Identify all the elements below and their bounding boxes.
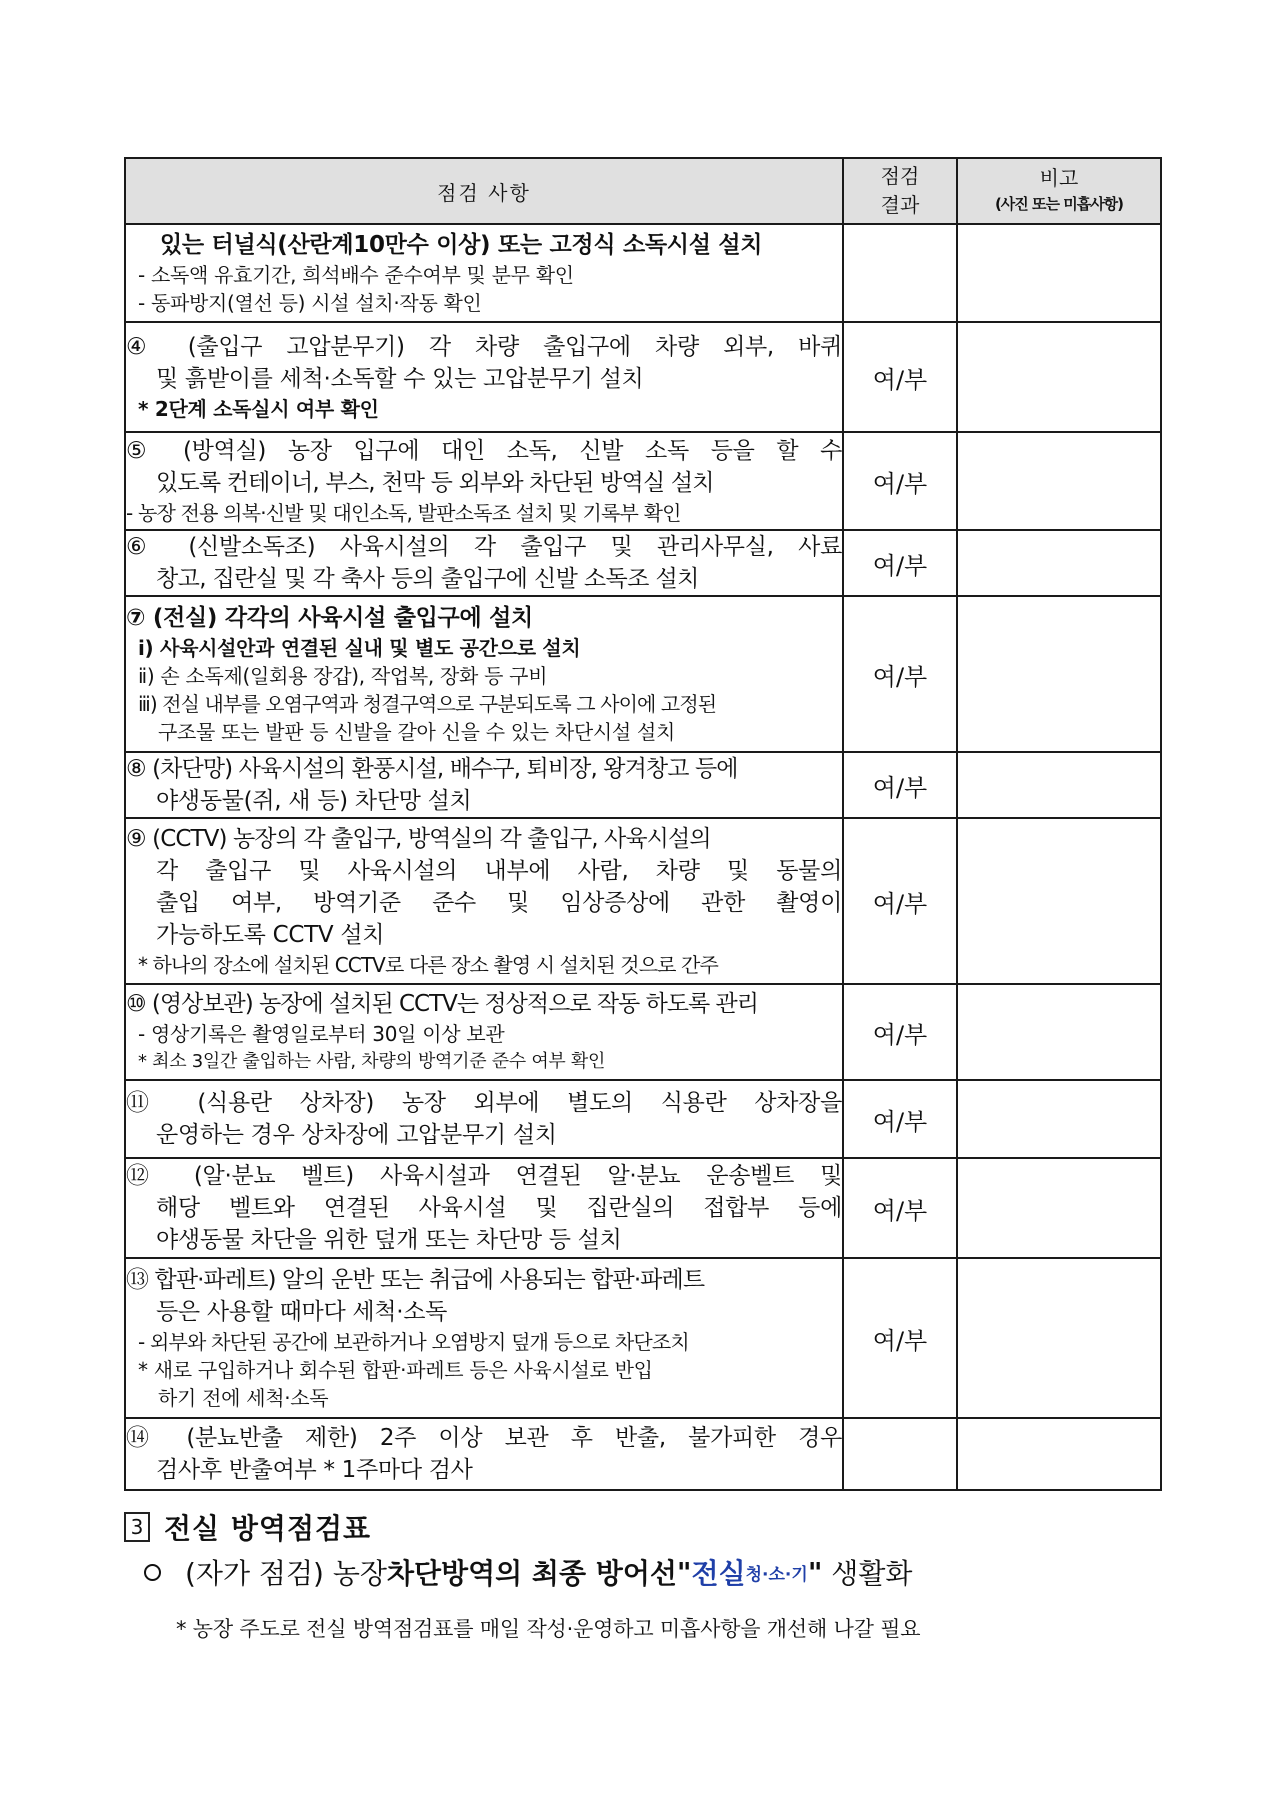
section-title: 전실 방역점검표 bbox=[164, 1512, 372, 1545]
self-check-bullet bbox=[144, 1552, 912, 1592]
item-line: ⅱ) 손 소독제(일회용 장갑), 작업복, 장화 등 구비 bbox=[138, 664, 548, 688]
table-row bbox=[125, 432, 1161, 530]
result-cell[interactable]: 여/부 bbox=[843, 818, 957, 984]
table-row bbox=[125, 984, 1161, 1080]
table-row bbox=[125, 1158, 1161, 1258]
note-cell[interactable] bbox=[957, 1258, 1161, 1418]
table-header-row bbox=[125, 158, 1161, 224]
item-line: * 하나의 장소에 설치된 CCTV로 다른 장소 촬영 시 설치된 것으로 간주 bbox=[138, 953, 718, 977]
note-cell[interactable] bbox=[957, 752, 1161, 818]
note-cell[interactable] bbox=[957, 984, 1161, 1080]
note-cell[interactable] bbox=[957, 224, 1161, 322]
item-cell bbox=[125, 818, 843, 984]
inspection-table bbox=[124, 157, 1162, 1491]
item-line: * 2단계 소독실시 여부 확인 bbox=[138, 397, 379, 421]
table-row bbox=[125, 596, 1161, 752]
bullet-quote-open: " bbox=[676, 1555, 692, 1589]
item-line: 등은 사용할 때마다 세척·소독 bbox=[156, 1299, 448, 1325]
item-line: ⑫ (알·분뇨 벨트) 사육시설과 연결된 알·분뇨 운송벨트 및 bbox=[126, 1163, 842, 1189]
item-line: 있는 터널식(산란계10만수 이상) 또는 고정식 소독시설 설치 bbox=[160, 232, 763, 258]
item-cell bbox=[125, 752, 843, 818]
item-line: 야생동물 차단을 위한 덮개 또는 차단망 등 설치 bbox=[156, 1227, 622, 1253]
header-note bbox=[957, 158, 1161, 224]
item-line: - 소독액 유효기간, 희석배수 준수여부 및 분무 확인 bbox=[138, 263, 574, 287]
item-line: ⅲ) 전실 내부를 오염구역과 청결구역으로 구분되도록 그 사이에 고정된 bbox=[138, 692, 717, 716]
header-note-line-1: 비고 bbox=[1039, 166, 1079, 190]
item-line: ⑦ (전실) 각각의 사육시설 출입구에 설치 bbox=[126, 605, 533, 631]
item-line: 각 출입구 및 사육시설의 내부에 사람, 차량 및 동물의 bbox=[156, 858, 842, 884]
item-line: * 최소 3일간 출입하는 사람, 차량의 방역기준 준수 여부 확인 bbox=[138, 1051, 606, 1072]
result-cell[interactable]: 여/부 bbox=[843, 322, 957, 432]
table-row bbox=[125, 752, 1161, 818]
item-cell bbox=[125, 984, 843, 1080]
result-cell[interactable] bbox=[843, 224, 957, 322]
section-number-box: 3 bbox=[124, 1512, 150, 1542]
table-row bbox=[125, 530, 1161, 596]
note-cell[interactable] bbox=[957, 1080, 1161, 1158]
result-cell[interactable]: 여/부 bbox=[843, 752, 957, 818]
header-note-line-2: (사진 또는 미흡사항) bbox=[994, 195, 1124, 213]
bullet-bold: 차단방역의 최종 방어선 bbox=[386, 1557, 677, 1590]
result-cell[interactable]: 여/부 bbox=[843, 1258, 957, 1418]
item-line: * 새로 구입하거나 회수된 합판·파레트 등은 사육시설로 반입 bbox=[138, 1358, 653, 1382]
note-cell[interactable] bbox=[957, 322, 1161, 432]
item-line: - 농장 전용 의복·신발 및 대인소독, 발판소독조 설치 및 기록부 확인 bbox=[126, 501, 681, 525]
bullet-prefix: (자가 점검) 농장 bbox=[185, 1557, 387, 1590]
table-row bbox=[125, 224, 1161, 322]
item-line: - 영상기록은 촬영일로부터 30일 이상 보관 bbox=[138, 1022, 505, 1046]
table-row bbox=[125, 1418, 1161, 1490]
item-line: 창고, 집란실 및 각 축사 등의 출입구에 신발 소독조 설치 bbox=[156, 566, 699, 592]
item-line: ⑤ (방역실) 농장 입구에 대인 소독, 신발 소독 등을 할 수 bbox=[126, 438, 842, 464]
item-line: - 동파방지(열선 등) 시설 설치·작동 확인 bbox=[138, 291, 482, 315]
bullet-superscript: 청·소·기 bbox=[745, 1564, 808, 1585]
item-line: 있도록 컨테이너, 부스, 천막 등 외부와 차단된 방역실 설치 bbox=[156, 470, 714, 496]
header-result-line-2: 결과 bbox=[880, 193, 920, 217]
bullet-highlight: 전실 bbox=[691, 1557, 746, 1590]
item-line: ⑬ 합판·파레트) 알의 운반 또는 취급에 사용되는 합판·파레트 bbox=[126, 1267, 705, 1293]
note-cell[interactable] bbox=[957, 596, 1161, 752]
item-line: 가능하도록 CCTV 설치 bbox=[156, 922, 385, 948]
table-row bbox=[125, 1258, 1161, 1418]
item-line: 야생동물(쥐, 새 등) 차단망 설치 bbox=[156, 788, 472, 814]
item-line: 출입 여부, 방역기준 준수 및 임상증상에 관한 촬영이 bbox=[156, 890, 842, 916]
item-line: 운영하는 경우 상차장에 고압분무기 설치 bbox=[156, 1122, 557, 1148]
item-line: ⅰ) 사육시설안과 연결된 실내 및 별도 공간으로 설치 bbox=[138, 636, 581, 660]
note-cell[interactable] bbox=[957, 1158, 1161, 1258]
result-cell[interactable]: 여/부 bbox=[843, 1080, 957, 1158]
circle-bullet-icon bbox=[144, 1564, 161, 1581]
section-3-heading bbox=[124, 1507, 371, 1547]
result-cell[interactable] bbox=[843, 1418, 957, 1490]
item-line: 해당 벨트와 연결된 사육시설 및 집란실의 접합부 등에 bbox=[156, 1195, 842, 1221]
item-line: ⑪ (식용란 상차장) 농장 외부에 별도의 식용란 상차장을 bbox=[126, 1090, 842, 1116]
result-cell[interactable]: 여/부 bbox=[843, 530, 957, 596]
note-cell[interactable] bbox=[957, 432, 1161, 530]
item-cell bbox=[125, 596, 843, 752]
item-cell bbox=[125, 224, 843, 322]
item-line: 및 흙받이를 세척·소독할 수 있는 고압분무기 설치 bbox=[156, 366, 644, 392]
footnote: * 농장 주도로 전실 방역점검표를 매일 작성·운영하고 미흡사항을 개선해 나갈 필요 bbox=[176, 1617, 921, 1641]
item-cell bbox=[125, 530, 843, 596]
item-line: ⑧ (차단망) 사육시설의 환풍시설, 배수구, 퇴비장, 왕겨창고 등에 bbox=[126, 756, 738, 782]
result-cell[interactable]: 여/부 bbox=[843, 432, 957, 530]
note-cell[interactable] bbox=[957, 818, 1161, 984]
item-cell bbox=[125, 1418, 843, 1490]
table-row bbox=[125, 818, 1161, 984]
result-cell[interactable]: 여/부 bbox=[843, 984, 957, 1080]
item-line: 하기 전에 세척·소독 bbox=[158, 1386, 329, 1410]
note-cell[interactable] bbox=[957, 530, 1161, 596]
item-line: - 외부와 차단된 공간에 보관하거나 오염방지 덮개 등으로 차단조치 bbox=[138, 1330, 689, 1354]
table-row bbox=[125, 322, 1161, 432]
note-cell[interactable] bbox=[957, 1418, 1161, 1490]
result-cell[interactable]: 여/부 bbox=[843, 596, 957, 752]
item-line: 구조물 또는 발판 등 신발을 갈아 신을 수 있는 차단시설 설치 bbox=[158, 720, 676, 744]
bullet-quote-close: " bbox=[807, 1555, 823, 1589]
item-line: ⑩ (영상보관) 농장에 설치된 CCTV는 정상적으로 작동 하도록 관리 bbox=[126, 991, 758, 1017]
item-line: ⑨ (CCTV) 농장의 각 출입구, 방역실의 각 출입구, 사육시설의 bbox=[126, 826, 711, 852]
item-line: ④ (출입구 고압분무기) 각 차량 출입구에 차량 외부, 바퀴 bbox=[126, 334, 842, 360]
item-cell bbox=[125, 432, 843, 530]
item-cell bbox=[125, 1080, 843, 1158]
item-line: ⑭ (분뇨반출 제한) 2주 이상 보관 후 반출, 불가피한 경우 bbox=[126, 1425, 842, 1451]
header-inspection-item: 점검 사항 bbox=[125, 158, 843, 224]
item-cell bbox=[125, 322, 843, 432]
bullet-suffix: 생활화 bbox=[822, 1557, 913, 1590]
item-cell bbox=[125, 1158, 843, 1258]
result-cell[interactable]: 여/부 bbox=[843, 1158, 957, 1258]
item-cell bbox=[125, 1258, 843, 1418]
item-line: 검사후 반출여부 * 1주마다 검사 bbox=[156, 1457, 473, 1483]
item-line: ⑥ (신발소독조) 사육시설의 각 출입구 및 관리사무실, 사료 bbox=[126, 534, 842, 560]
header-result bbox=[843, 158, 957, 224]
header-result-line-1: 점검 bbox=[880, 164, 920, 188]
table-row bbox=[125, 1080, 1161, 1158]
